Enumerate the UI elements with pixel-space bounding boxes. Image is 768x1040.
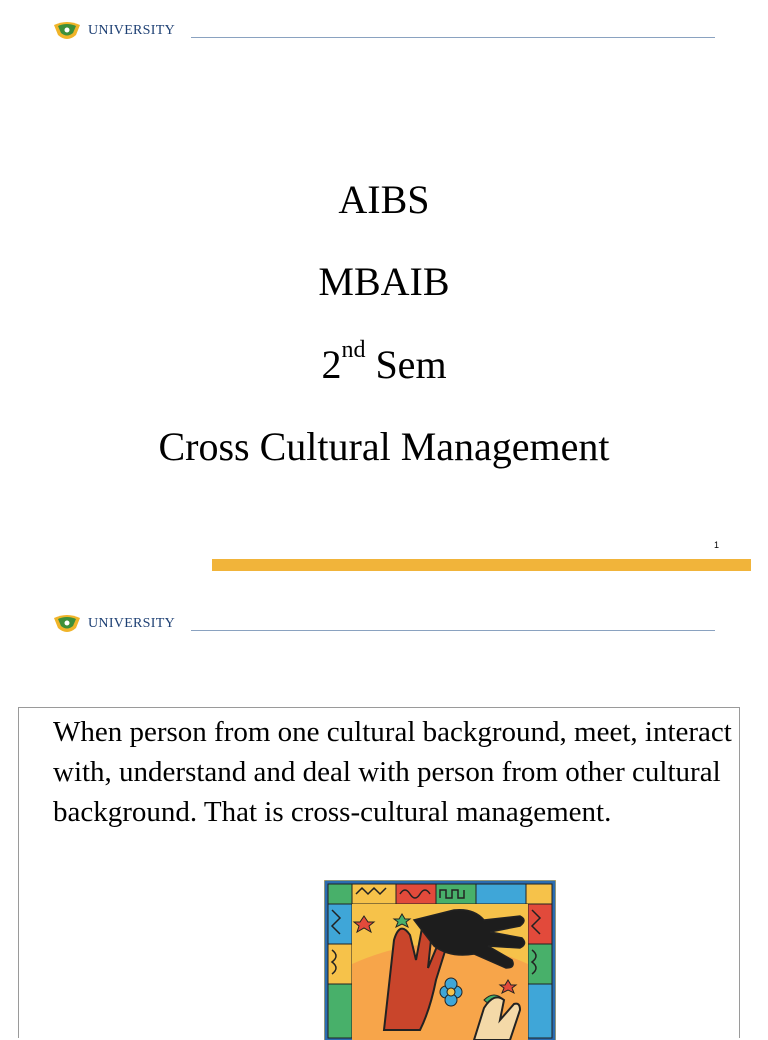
page-number: 1 (714, 540, 720, 550)
semester-suffix: nd (341, 337, 366, 363)
definition-paragraph: When person from one cultural background, meet, interact with, understand and deal with person from other cultural background. That is cross-cultural management. (53, 716, 732, 828)
content-box (18, 707, 740, 1038)
university-logo-icon (52, 614, 82, 634)
hands-clipart-icon (324, 880, 556, 1040)
header-rule (191, 37, 715, 38)
university-logo-icon (52, 21, 82, 41)
title-mbaib: MBAIB (318, 259, 450, 304)
course-title: Cross Cultural Management (158, 424, 610, 469)
footer-accent-bar (212, 559, 751, 571)
semester-word: Sem (375, 342, 447, 387)
title-aibs: AIBS (338, 177, 430, 222)
brand-name: UNIVERSITY (88, 23, 175, 38)
brand-name: UNIVERSITY (88, 616, 175, 631)
slide-header (52, 613, 175, 635)
semester-number: 2 (321, 342, 342, 387)
slide-header (52, 20, 175, 42)
title-semester (0, 337, 768, 388)
header-rule (191, 630, 715, 631)
